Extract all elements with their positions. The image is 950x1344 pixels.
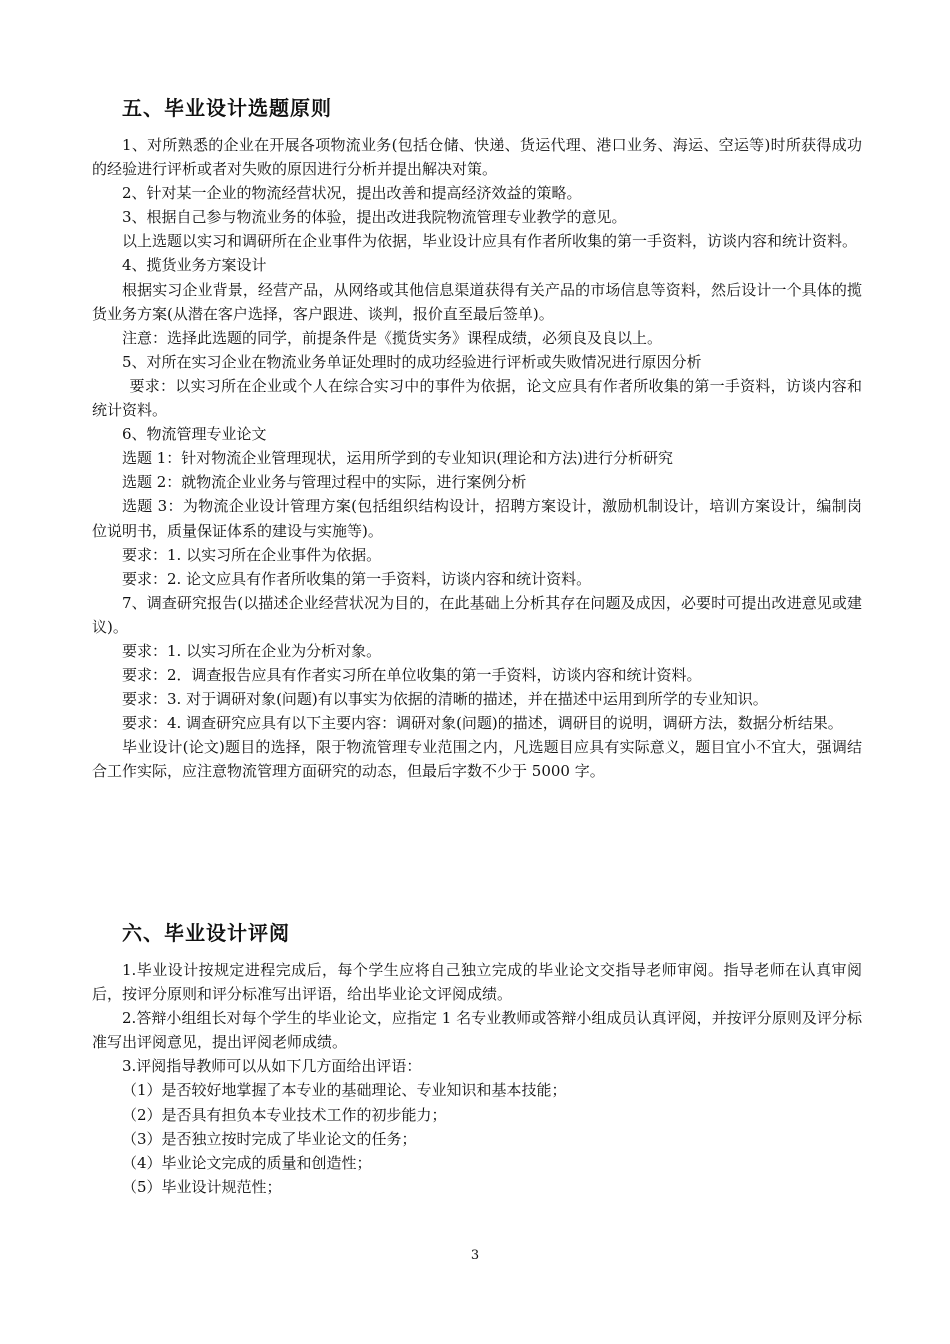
- paragraph: 3、根据自己参与物流业务的体验，提出改进我院物流管理专业教学的意见。: [122, 208, 627, 227]
- paragraph: 要求：3. 对于调研对象(问题)有以事实为依据的清晰的描述，并在描述中运用到所学的专业知识。: [122, 690, 768, 709]
- paragraph: 要求：1. 以实习所在企业事件为依据。: [122, 545, 382, 564]
- section-5-heading: 五、毕业设计选题原则: [122, 96, 332, 120]
- paragraph: 要求：2．调查报告应具有作者实习所在单位收集的第一手资料，访谈内容和统计资料。: [122, 666, 702, 685]
- section-5-body: [92, 133, 862, 784]
- list-item: （2）是否具有担负本专业技术工作的初步能力；: [122, 1105, 447, 1124]
- paragraph: 5、对所在实习企业在物流业务单证处理时的成功经验进行评析或失败情况进行原因分析: [122, 352, 702, 371]
- list-item: （3）是否独立按时完成了毕业论文的任务；: [122, 1129, 417, 1148]
- paragraph: 要求：4. 调查研究应具有以下主要内容：调研对象(问题)的描述，调研目的说明，调研方法，数据分析结果。: [122, 714, 843, 733]
- list-item: （1）是否较好地掌握了本专业的基础理论、专业知识和基本技能；: [122, 1081, 567, 1100]
- paragraph: 7、调查研究报告(以描述企业经营状况为目的，在此基础上分析其存在问题及成因，必要时可提出改进意见或建议)。: [92, 593, 862, 636]
- paragraph: 6、物流管理专业论文: [122, 425, 267, 444]
- paragraph: 注意：选择此选题的同学，前提条件是《揽货实务》课程成绩，必须良及良以上。: [122, 328, 663, 347]
- paragraph: 要求：1. 以实习所在企业为分析对象。: [122, 641, 382, 660]
- list-item: （4）毕业论文完成的质量和创造性；: [122, 1153, 372, 1172]
- paragraph: 以上选题以实习和调研所在企业事件为依据，毕业设计应具有作者所收集的第一手资料，访谈内容和统计资料。: [122, 232, 858, 251]
- paragraph: 选题 1：针对物流企业管理现状，运用所学到的专业知识(理论和方法)进行分析研究: [122, 449, 674, 468]
- paragraph: 4、揽货业务方案设计: [122, 256, 267, 275]
- page-number: 3: [470, 1248, 480, 1263]
- paragraph: 要求：2. 论文应具有作者所收集的第一手资料，访谈内容和统计资料。: [122, 569, 592, 588]
- section-6-body: [92, 958, 862, 1199]
- paragraph: 2.答辩小组组长对每个学生的毕业论文，应指定 1 名专业教师或答辩小组成员认真评阅，并按评分原则及评分标准写出评阅意见，提出评阅老师成绩。: [92, 1009, 862, 1052]
- paragraph: 选题 3：为物流企业设计管理方案(包括组织结构设计，招聘方案设计，激励机制设计，培训方案设计，编制岗位说明书，质量保证体系的建设与实施等)。: [92, 497, 862, 540]
- paragraph: 选题 2：就物流企业业务与管理过程中的实际，进行案例分析: [122, 473, 527, 492]
- paragraph: 3.评阅指导教师可以从如下几方面给出评语：: [122, 1057, 422, 1076]
- paragraph: 1.毕业设计按规定进程完成后，每个学生应将自己独立完成的毕业论文交指导老师审阅。指导老师在认真审阅后，按评分原则和评分标准写出评语，给出毕业论文评阅成绩。: [92, 961, 862, 1004]
- paragraph: 2、针对某一企业的物流经营状况，提出改善和提高经济效益的策略。: [122, 184, 582, 203]
- paragraph: 1、对所熟悉的企业在开展各项物流业务(包括仓储、快递、货运代理、港口业务、海运、空运等)时所获得成功的经验进行评析或者对失败的原因进行分析并提出解决对策。: [92, 136, 862, 179]
- section-6-heading: 六、毕业设计评阅: [122, 921, 290, 945]
- paragraph: 根据实习企业背景，经营产品，从网络或其他信息渠道获得有关产品的市场信息等资料，然后设计一个具体的揽货业务方案(从潜在客户选择，客户跟进、谈判，报价直至最后签单)。: [92, 280, 862, 323]
- paragraph: 要求：以实习所在企业或个人在综合实习中的事件为依据，论文应具有作者所收集的第一手资料，访谈内容和统计资料。: [92, 376, 862, 420]
- list-item: （5）毕业设计规范性；: [122, 1177, 282, 1196]
- paragraph: 毕业设计(论文)题目的选择，限于物流管理专业范围之内，凡选题目应具有实际意义，题目宜小不宜大，强调结合工作实际，应注意物流管理方面研究的动态，但最后字数不少于 5000 字。: [92, 738, 862, 781]
